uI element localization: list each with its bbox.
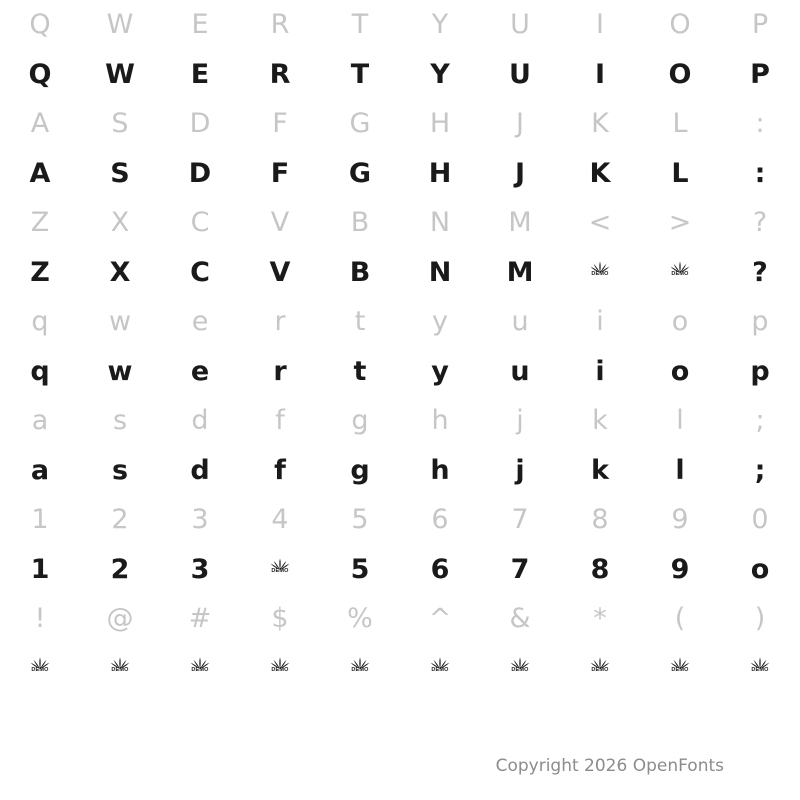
glyph-cell: g xyxy=(350,454,370,486)
glyph-cell: Y xyxy=(431,9,449,41)
glyph-cell: h xyxy=(431,405,449,437)
glyph-cell: R xyxy=(270,9,290,41)
demo-mark: DEMO xyxy=(669,656,691,680)
glyph-cell: 5 xyxy=(350,553,370,585)
glyph-cell: a xyxy=(31,405,49,437)
glyph-cell: 2 xyxy=(110,553,130,585)
glyph-cell: K xyxy=(589,157,611,189)
glyph-cell: @ xyxy=(106,603,134,635)
glyph-cell: P xyxy=(751,9,769,41)
glyph-cell: s xyxy=(112,405,128,437)
glyph-cell: u xyxy=(510,355,530,387)
glyph-cell: V xyxy=(270,207,290,239)
glyph-cell: 9 xyxy=(671,504,689,536)
glyph-cell: M xyxy=(506,256,534,288)
glyph-cell: L xyxy=(672,108,688,140)
glyph-cell: V xyxy=(269,256,291,288)
glyph-cell: k xyxy=(591,454,609,486)
glyph-cell: O xyxy=(668,58,692,90)
glyph-cell: : xyxy=(754,157,766,189)
glyph-cell: C xyxy=(190,207,210,239)
demo-watermark-icon xyxy=(320,644,400,694)
glyph-cell: ^ xyxy=(428,603,452,635)
glyph-cell: D xyxy=(189,108,211,140)
demo-watermark-icon xyxy=(640,644,720,694)
glyph-cell: s xyxy=(111,454,129,486)
glyph-cell: 6 xyxy=(430,553,450,585)
demo-mark: DEMO xyxy=(269,557,291,581)
glyph-cell: J xyxy=(514,157,526,189)
demo-watermark-icon xyxy=(400,644,480,694)
glyph-cell: i xyxy=(595,355,605,387)
glyph-cell: ( xyxy=(674,603,686,635)
demo-watermark-icon xyxy=(480,644,560,694)
glyph-cell: B xyxy=(349,256,371,288)
glyph-cell: ; xyxy=(755,405,765,437)
glyph-cell: T xyxy=(351,9,369,41)
demo-watermark-icon xyxy=(240,644,320,694)
glyph-cell: D xyxy=(188,157,212,189)
glyph-cell: q xyxy=(31,306,49,338)
demo-mark: DEMO xyxy=(749,656,771,680)
demo-mark: DEMO xyxy=(269,656,291,680)
glyph-cell: o xyxy=(750,553,770,585)
demo-watermark-icon xyxy=(160,644,240,694)
demo-watermark-icon xyxy=(720,644,800,694)
demo-mark: DEMO xyxy=(589,656,611,680)
glyph-cell: W xyxy=(106,9,134,41)
glyph-cell: Q xyxy=(29,9,51,41)
glyph-cell: X xyxy=(110,207,130,239)
copyright-notice: Copyright 2026 OpenFonts xyxy=(495,756,724,776)
glyph-cell: M xyxy=(508,207,532,239)
glyph-cell: F xyxy=(272,108,288,140)
glyph-cell: 1 xyxy=(30,553,50,585)
demo-watermark-icon xyxy=(560,248,640,298)
glyph-cell: o xyxy=(670,355,690,387)
glyph-cell: d xyxy=(190,454,210,486)
glyph-cell: 9 xyxy=(670,553,690,585)
demo-mark: DEMO xyxy=(349,656,371,680)
glyph-cell: h xyxy=(430,454,450,486)
glyph-cell: S xyxy=(111,108,129,140)
glyph-cell: ? xyxy=(752,256,768,288)
glyph-cell: q xyxy=(30,355,50,387)
glyph-cell: 7 xyxy=(511,504,529,536)
glyph-cell: # xyxy=(188,603,212,635)
glyph-cell: Y xyxy=(430,58,450,90)
demo-watermark-icon xyxy=(240,545,320,595)
glyph-cell: N xyxy=(428,256,452,288)
demo-mark: DEMO xyxy=(429,656,451,680)
glyph-cell: K xyxy=(591,108,609,140)
glyph-cell: A xyxy=(29,157,51,189)
glyph-cell: 7 xyxy=(510,553,530,585)
glyph-cell: $ xyxy=(271,603,289,635)
demo-mark: DEMO xyxy=(29,656,51,680)
glyph-cell: p xyxy=(750,355,770,387)
demo-watermark-icon xyxy=(640,248,720,298)
glyph-cell: r xyxy=(274,306,286,338)
demo-mark: DEMO xyxy=(109,656,131,680)
glyph-cell: L xyxy=(671,157,689,189)
glyph-cell: d xyxy=(191,405,209,437)
glyph-cell: O xyxy=(669,9,691,41)
glyph-cell: 5 xyxy=(351,504,369,536)
glyph-cell: : xyxy=(755,108,765,140)
glyph-cell: ; xyxy=(754,454,766,486)
glyph-cell: 4 xyxy=(271,504,289,536)
glyph-cell: & xyxy=(509,603,531,635)
glyph-cell: R xyxy=(269,58,291,90)
demo-watermark-icon xyxy=(560,644,640,694)
glyph-cell: g xyxy=(351,405,369,437)
demo-mark: DEMO xyxy=(509,656,531,680)
glyph-cell: Z xyxy=(30,256,50,288)
glyph-cell: o xyxy=(671,306,689,338)
glyph-cell: f xyxy=(274,454,286,486)
glyph-cell: u xyxy=(511,306,529,338)
glyph-cell: U xyxy=(509,58,531,90)
glyph-cell: ? xyxy=(752,207,768,239)
glyph-cell: ) xyxy=(754,603,766,635)
glyph-cell: 3 xyxy=(191,504,209,536)
glyph-cell: ! xyxy=(34,603,46,635)
glyph-cell: J xyxy=(516,108,524,140)
glyph-cell: < xyxy=(588,207,612,239)
glyph-cell: * xyxy=(593,603,607,635)
glyph-cell: % xyxy=(347,603,373,635)
glyph-cell: I xyxy=(596,9,604,41)
glyph-cell: X xyxy=(109,256,131,288)
glyph-cell: t xyxy=(354,306,366,338)
glyph-cell: l xyxy=(676,405,684,437)
glyph-cell: H xyxy=(429,108,451,140)
glyph-cell: 2 xyxy=(111,504,129,536)
glyph-cell: w xyxy=(108,306,132,338)
glyph-cell: a xyxy=(30,454,50,486)
glyph-cell: A xyxy=(30,108,50,140)
glyph-cell: G xyxy=(348,157,372,189)
glyph-cell: U xyxy=(510,9,530,41)
glyph-cell: j xyxy=(516,405,524,437)
glyph-cell: W xyxy=(105,58,135,90)
glyph-cell: j xyxy=(515,454,525,486)
glyph-cell: I xyxy=(594,58,606,90)
glyph-cell: l xyxy=(675,454,685,486)
glyph-cell: 0 xyxy=(751,504,769,536)
glyph-cell: P xyxy=(750,58,770,90)
demo-mark: DEMO xyxy=(589,260,611,284)
demo-watermark-icon xyxy=(0,644,80,694)
glyph-cell: B xyxy=(350,207,370,239)
demo-mark: DEMO xyxy=(189,656,211,680)
glyph-cell: r xyxy=(273,355,287,387)
glyph-cell: Z xyxy=(30,207,50,239)
glyph-cell: k xyxy=(592,405,608,437)
glyph-cell: F xyxy=(270,157,290,189)
demo-watermark-icon xyxy=(80,644,160,694)
glyph-cell: e xyxy=(190,355,210,387)
glyph-cell: 8 xyxy=(590,553,610,585)
glyph-cell: w xyxy=(107,355,133,387)
glyph-cell: C xyxy=(190,256,210,288)
glyph-cell: > xyxy=(668,207,692,239)
glyph-cell: f xyxy=(275,405,285,437)
glyph-cell: p xyxy=(751,306,769,338)
glyph-cell: S xyxy=(110,157,130,189)
glyph-cell: N xyxy=(429,207,451,239)
glyph-cell: T xyxy=(350,58,370,90)
glyph-cell: y xyxy=(432,306,448,338)
glyph-cell: t xyxy=(353,355,367,387)
glyph-cell: G xyxy=(349,108,371,140)
glyph-cell: i xyxy=(596,306,604,338)
glyph-cell: 3 xyxy=(190,553,210,585)
glyph-cell: Q xyxy=(28,58,52,90)
glyph-cell: e xyxy=(191,306,209,338)
glyph-cell: y xyxy=(431,355,449,387)
glyph-cell: H xyxy=(428,157,452,189)
glyph-cell: 8 xyxy=(591,504,609,536)
glyph-cell: E xyxy=(190,58,210,90)
glyph-cell: E xyxy=(191,9,209,41)
demo-mark: DEMO xyxy=(669,260,691,284)
glyph-cell: 1 xyxy=(31,504,49,536)
glyph-cell: 6 xyxy=(431,504,449,536)
